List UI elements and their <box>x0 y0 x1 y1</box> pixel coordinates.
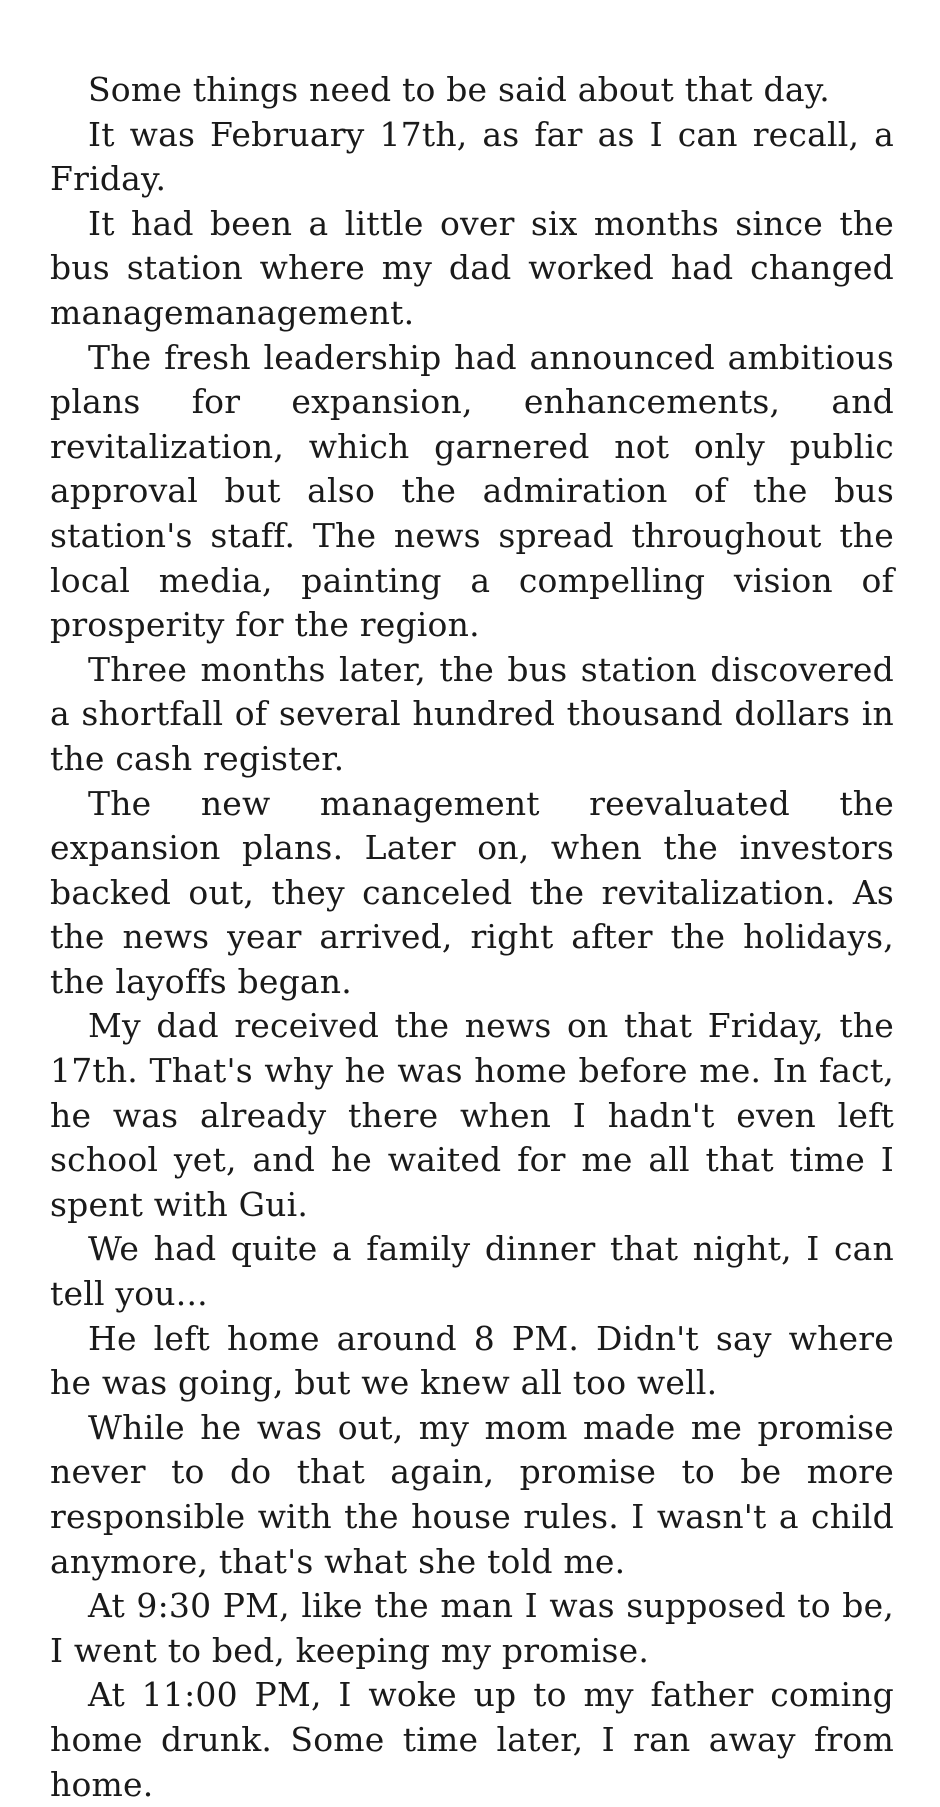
paragraph: Three months later, the bus station discovered a shortfall of several hundred thousand dollars in the cash register. <box>50 649 894 778</box>
paragraph: While he was out, my mom made me promise never to do that again, promise to be more responsible with the house rules. I wasn't a child anymore, that's what she told me. <box>50 1407 894 1581</box>
paragraph: He left home around 8 PM. Didn't say where he was going, but we knew all too well. <box>50 1318 894 1403</box>
paragraph: Some things need to be said about that day. <box>88 70 830 109</box>
book-page <box>50 68 894 1807</box>
paragraph: At 9:30 PM, like the man I was supposed to be, I went to bed, keeping my promise. <box>50 1586 894 1670</box>
paragraph: We had quite a family dinner that night, I can tell you... <box>50 1229 894 1314</box>
paragraph: My dad received the news on that Friday, the 17th. That's why he was home before me. In fact, he was already there when I hadn't even left school yet, and he waited for me all that time I spent with Gui. <box>50 1006 894 1224</box>
paragraph: The new management reevaluated the expansion plans. Later on, when the investors backed out, they canceled the revitalization. As the news year arrived, right after the holidays, the layoffs began. <box>50 783 894 1001</box>
paragraph: It was February 17th, as far as I can recall, a Friday. <box>50 114 894 199</box>
paragraph: The fresh leadership had announced ambitious plans for expansion, enhancements, and revitalization, which garnered not only public approval but also the admiration of the bus station's staff. The news spread throughout the local media, painting a compelling vision of prosperity for the region. <box>50 337 894 645</box>
paragraph: It had been a little over six months since the bus station where my dad worked had changed managemanagement. <box>50 203 894 332</box>
paragraph: At 11:00 PM, I woke up to my father coming home drunk. Some time later, I ran away from home. <box>50 1675 894 1804</box>
